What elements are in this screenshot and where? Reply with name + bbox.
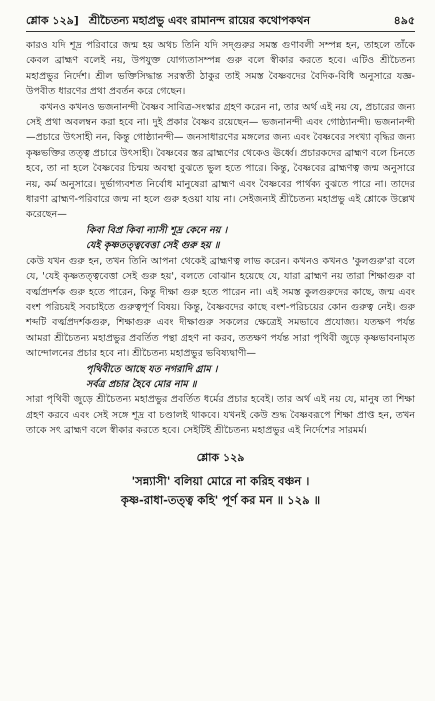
verse-line: কিবা বিপ্র কিবা ন্যাসী শূদ্র কেনে নয় । — [86, 224, 228, 236]
verse-line: যেই কৃষ্ণতত্ত্ববেত্তা সেই গুরু হয় ॥ — [86, 240, 220, 252]
sloka-heading: শ্লোক ১২৯ — [196, 450, 245, 464]
sloka-line-1: 'সন্ন্যাসী' বলিয়া মোরে না করিহ বঞ্চন । — [131, 473, 310, 488]
header-rule — [26, 31, 415, 32]
paragraph-2: কখনও কখনও ভজনানন্দী বৈষ্ণব সাবিত্র-সংস্কার গ্রহণ করেন না, তার অর্থ এই নয় যে, প্রচারের জন্য সেই প্রথা অবলম্বন করা হবে না। দুই প্রকার বৈষ্ণব রয়েছেন— ভজনানন্দী এবং গোষ্ঠ্যানন্দী। ভজনানন্দী—প্রচারে উৎসাহী নন, কিন্তু গোষ্ঠ্যানন্দী— জনসাধারণের মঙ্গলের জন্য এবং বৈষ্ণবের সংখ্যা বৃদ্ধির জন্য কৃষ্ণভক্তির তত্ত্ব প্রচারে উৎসাহী। বৈষ্ণবের স্তর ব্রাহ্মণের থেকেও ঊর্ধ্বে। প্রচারকদের ব্রাহ্মণ বলে চিনতে হবে, তা না হলে বৈষ্ণবের চিন্ময় অবস্থা বুঝতে ভুল হতে পারে। কিন্তু, বৈষ্ণবের ব্রাহ্মণত্ব জন্ম অনুসারে নয়, কর্ম অনুসারে। দুর্ভাগ্যবশত নির্বোধ মানুষেরা ব্রাহ্মণ এবং বৈষ্ণবের পার্থক্য বুঝতে পারে না। তাদের ধারণা ব্রাহ্মণ-পরিবারে জন্ম না হলে গুরু হওয়া যায় না। সেইজন্যই শ্রীচৈতন্য মহাপ্রভু এই শ্লোকে উল্লেখ করেছেন— — [26, 101, 415, 221]
quoted-verse-1 — [26, 223, 415, 254]
chapter-title: শ্রীচৈতন্য মহাপ্রভু এবং রামানন্দ রায়ের কথোপকথন — [88, 14, 311, 27]
paragraph-4: সারা পৃথিবী জুড়ে শ্রীচৈতন্য মহাপ্রভুর প্রবর্তিত ধর্মের প্রচার হবেই। তার অর্থ এই নয় যে, মানুষ তা শিক্ষা গ্রহণ করবে এবং সেই সঙ্গে শূদ্র বা চণ্ডালই থাকবে। যখনই কেউ শুদ্ধ বৈষ্ণবরূপে শিক্ষা প্রাপ্ত হন, তখন তাকে সৎ ব্রাহ্মণ বলে স্বীকার করতে হবে। সেইটিই শ্রীচৈতন্য মহাপ্রভুর এই নির্দেশের সারমর্ম। — [26, 394, 415, 437]
paragraph-3: কেউ যখন গুরু হন, তখন তিনি আপনা থেকেই ব্রাহ্মণত্ব লাভ করেন। কখনও কখনও 'কুলগুরু'রা বলে যে, 'যেই কৃষ্ণতত্ত্ববেত্তা সেই গুরু হয়', বলতে বোঝান হয়েছে যে, যারা ব্রাহ্মণ নয় তারা শিক্ষাগুরু বা বর্ত্মপ্রদর্শক গুরু হতে পারেন, কিন্তু দীক্ষা গুরু হতে পারেন না। এই সমস্ত কুলগুরুদের কাছে, জন্ম এবং বংশ পরিচয়ই সবচাইতে গুরুত্বপূর্ণ বিষয়। কিন্তু, বৈষ্ণবদের কাছে বংশ-পরিচয়ের কোন গুরুত্ব নেই। গুরু শব্দটি বর্ত্মপ্রদর্শকগুরু, শিক্ষাগুরু এবং দীক্ষাগুরু সকলের ক্ষেত্রেই সমভাবে প্রযোজ্য। যতক্ষণ পর্যন্ত আমরা শ্রীচৈতন্য মহাপ্রভুর প্রবর্তিত পন্থা গ্রহণ না করব, ততক্ষণ পর্যন্ত সারা পৃথিবী জুড়ে কৃষ্ণভাবনামৃত আন্দোলনের প্রচার হবে না। শ্রীচৈতন্য মহাপ্রভুর ভবিষ্যদ্বাণী— — [26, 255, 415, 360]
verse-reference: শ্লোক ১২৯] — [26, 14, 79, 27]
quoted-verse-2 — [26, 362, 415, 393]
paragraph-1: কারও যদি শূদ্র পরিবারে জন্ম হয় অথচ তিনি যদি সদ্‌গুরুর সমস্ত গুণাবলী সম্পন্ন হন, তাহলে তাঁকে কেবল ব্রাহ্মণ বলেই নয়, উপযুক্ত যোগ্যতাসম্পন্ন গুরু বলে স্বীকার করতে হবে। এটিও শ্রীচৈতন্য মহাপ্রভুর নির্দেশ। শ্রীল ভক্তিসিদ্ধান্ত সরস্বতী ঠাকুর তাই সমস্ত বৈষ্ণবদের বৈদিক-বিধি অনুসারে যজ্ঞ-উপবীত ধারণের প্রথা প্রবর্তন করে গেছেন। — [26, 40, 415, 98]
page-number: ৪৯৫ — [393, 14, 415, 27]
running-header — [26, 12, 415, 28]
verse-line: সর্বত্র প্রচার হৈবে মোর নাম ॥ — [86, 378, 197, 390]
verse-line: পৃথিবীতে আছে যত নগরাদি গ্রাম । — [86, 363, 218, 375]
sloka-line-2: কৃষ্ণ-রাধা-তত্ত্ব কহি' পূর্ণ কর মন ॥ ১২৯ ॥ — [120, 492, 321, 507]
purport-text — [26, 38, 415, 439]
